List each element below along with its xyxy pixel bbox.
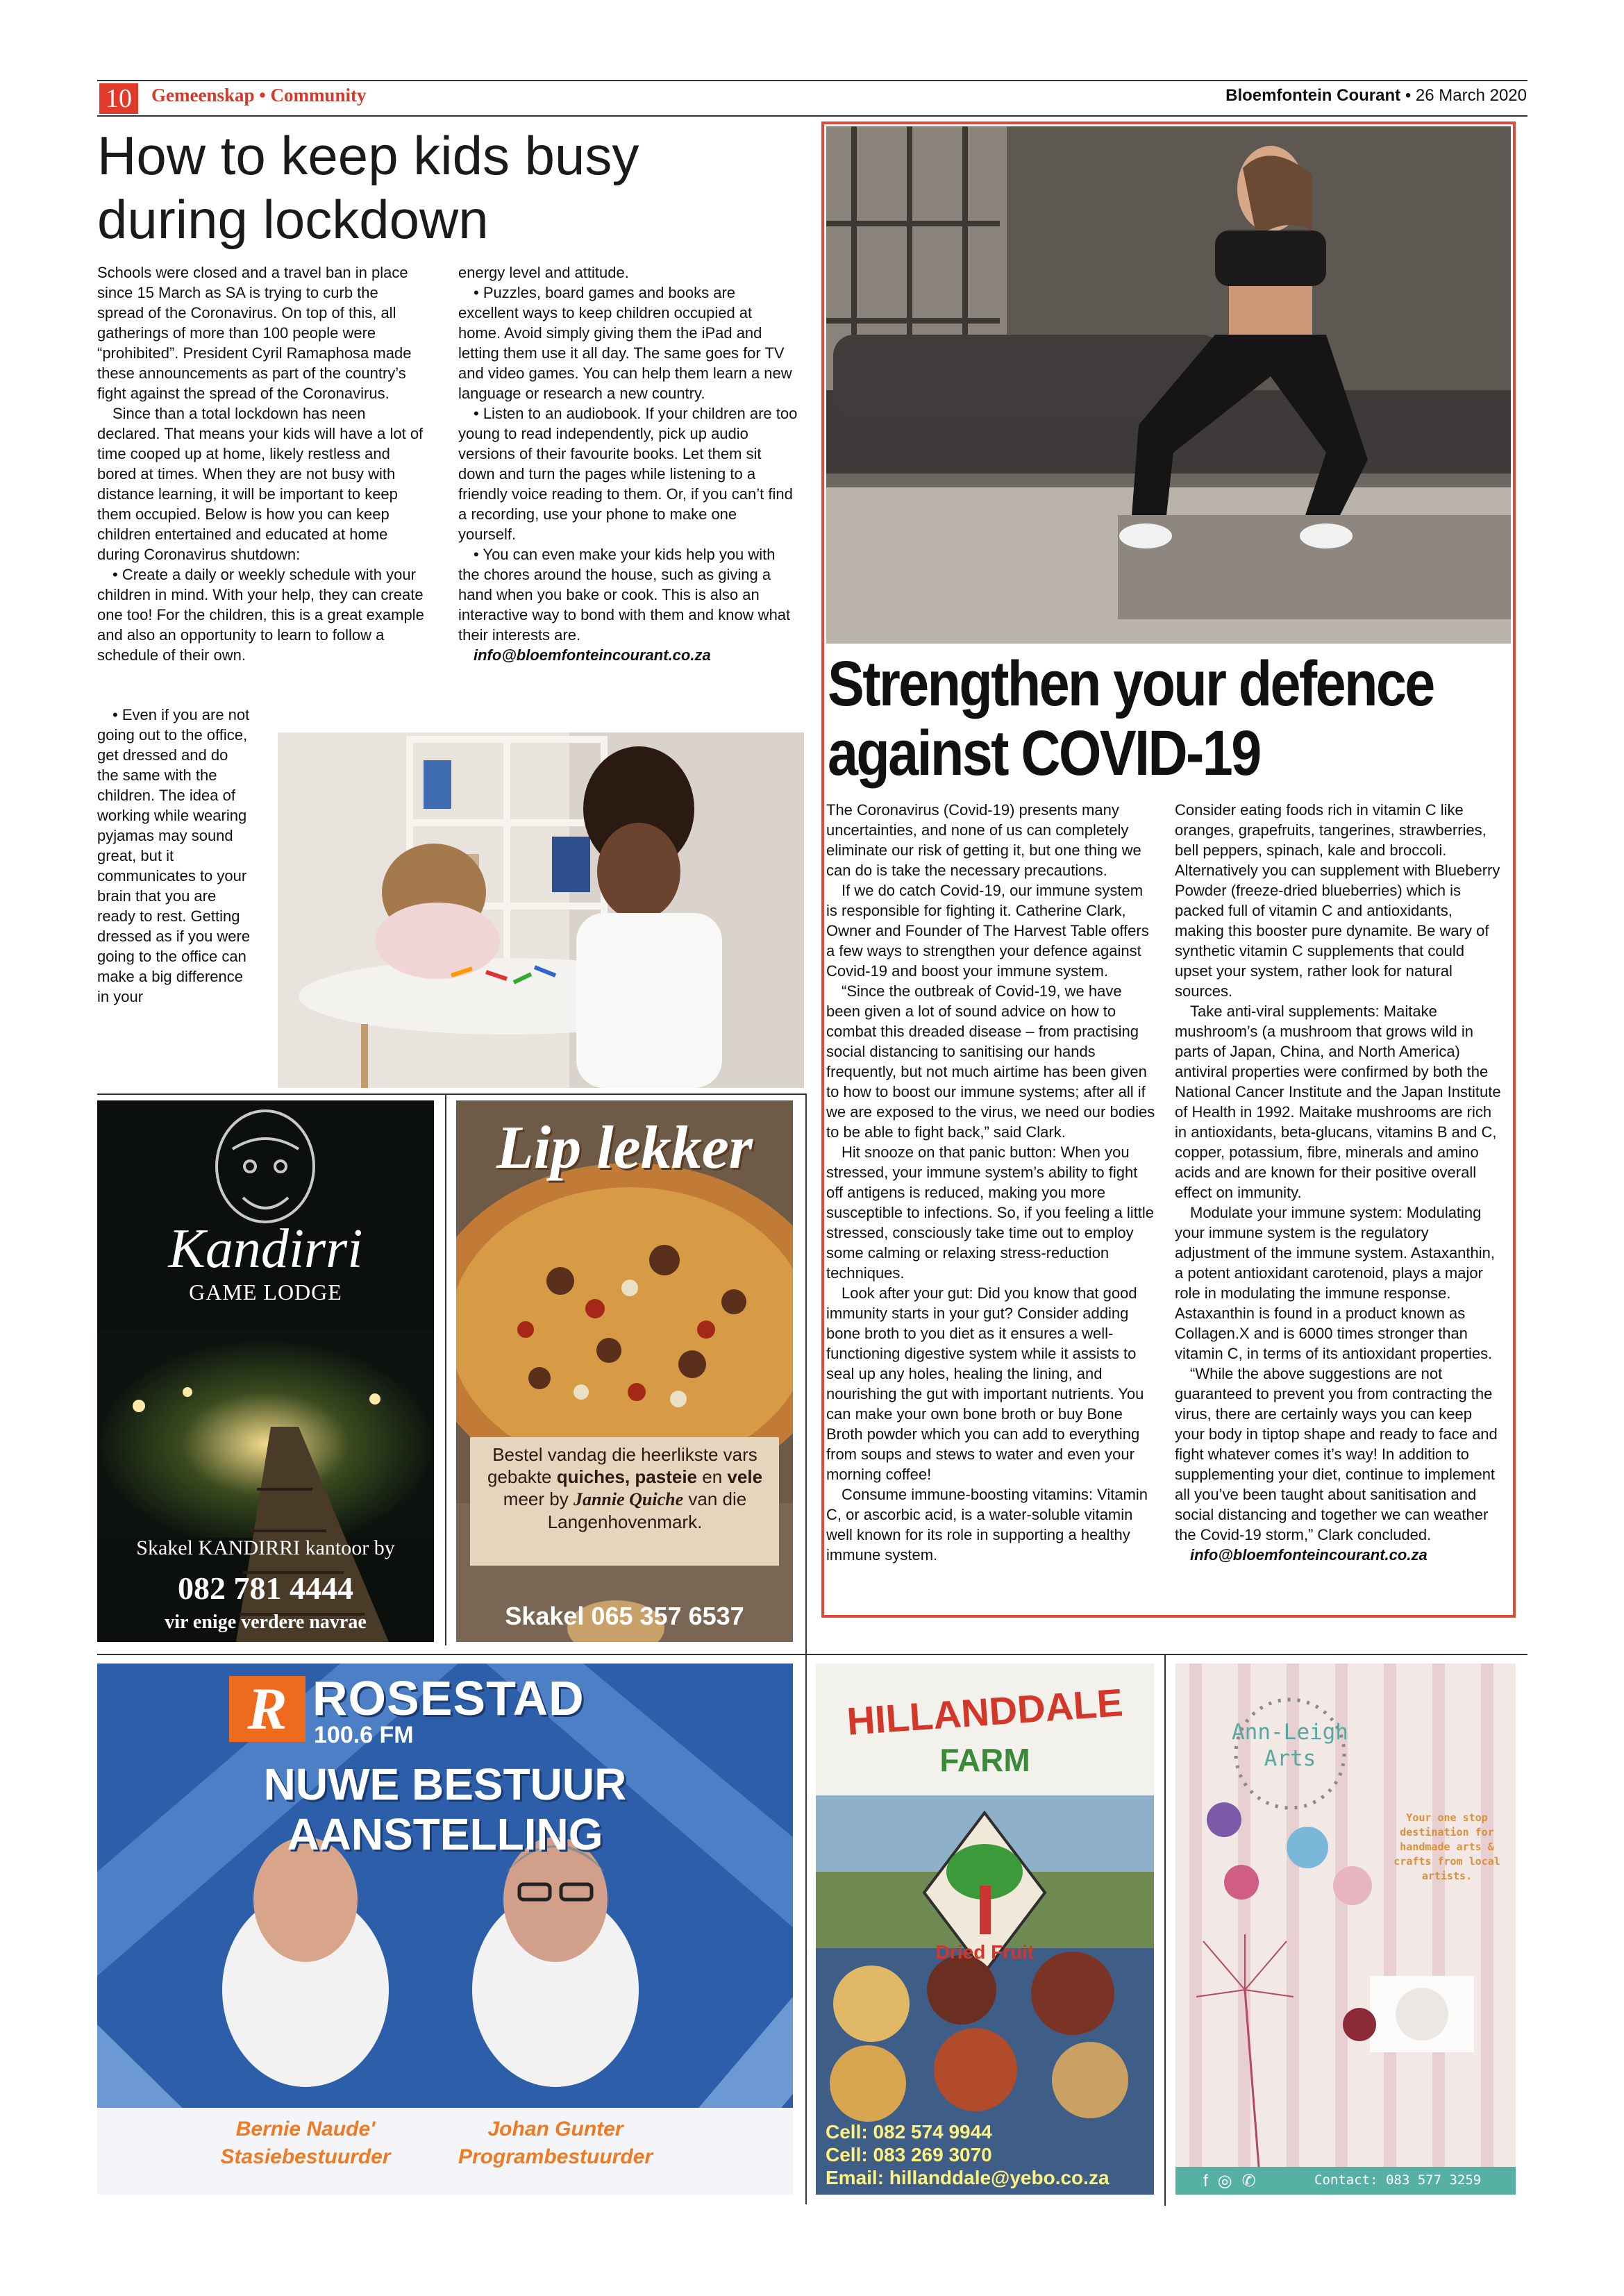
covid-paragraph: Consume immune-boosting vitamins: Vitamin C, or ascorbic acid, is a water-soluble vitamin well known for its role in supporting a healthy immune system.	[826, 1486, 1148, 1564]
lip-text-bold1: quiches, pasteie	[556, 1466, 698, 1487]
kandirri-subtitle: GAME LODGE	[189, 1280, 342, 1305]
hillanddale-subtitle: FARM	[939, 1742, 1030, 1778]
lip-lekker-title: Lip lekker	[496, 1114, 753, 1182]
kids-paragraph: • Create a daily or weekly schedule with your children in mind. With your help, they can create one too! For the children, this is a great example and also an opportunity to learn to follow a schedule of their own.	[97, 566, 424, 664]
publication-separator: •	[1405, 86, 1412, 105]
header-top-rule	[97, 80, 1527, 81]
covid-paragraph: The Coronavirus (Covid-19) presents many uncertainties, and none of us can completely eliminate our risk of getting it, but one thing we can do is take the necessary precautions.	[826, 801, 1141, 879]
kids-paragraph: energy level and attitude.	[458, 264, 629, 281]
kids-paragraph: • Even if you are not going out to the office, get dressed and do the same with the children. The idea of working while wearing pyjamas may sound great, but it communicates to your brain that you are ready to rest. Getting dressed as if you were going to the office can make a big difference in your	[97, 706, 251, 1005]
divider-rule	[445, 1093, 446, 1645]
rosestad-advert	[97, 1664, 793, 2195]
covid-article-title	[828, 648, 1434, 789]
covid-paragraph: “Since the outbreak of Covid-19, we have been given a lot of sound advice on how to combat this dreaded disease – from practising social distancing to sanitising our hands frequently, but not much airtime has been given to how to boost our immune systems; after all if we are exposed to the virus, we need our bodies to be able to fight back,” said Clark.	[826, 982, 1155, 1141]
lip-lekker-text	[476, 1443, 774, 1533]
kids-paragraph: • You can even make your kids help you with the chores around the house, such as giving a hand when you bake or cook. This is also an interactive way to bond with them and know what their interests are.	[458, 546, 791, 644]
hillanddale-cell-1: Cell: 082 574 9944	[826, 2121, 992, 2143]
lip-text-part2: en	[702, 1466, 723, 1487]
ann-leigh-arts-advert	[1175, 1664, 1516, 2195]
issue-date: 26 March 2020	[1415, 86, 1527, 105]
covid-paragraph: Hit snooze on that panic button: When you stressed, your immune system’s ability to fight off antigens is reduced, making you more susceptible to infections. So, if you feeling a little stressed, consciously take time out to employ some calming or relaxing stress-reduction techniques.	[826, 1143, 1155, 1282]
kandirri-call-line: Skakel KANDIRRI kantoor by	[136, 1536, 395, 1559]
kids-title-line1: How to keep kids busy	[97, 125, 639, 186]
hillanddale-advert	[816, 1664, 1154, 2195]
section-label: Gemeenskap • Community	[151, 85, 367, 106]
ann-leigh-name-line2: Arts	[1264, 1746, 1316, 1771]
rosestad-person1-name: Bernie Naude'	[235, 2118, 376, 2140]
lip-text-part3: meer by	[503, 1489, 569, 1509]
rosestad-person2-name: Johan Gunter	[487, 2118, 623, 2140]
kids-article-email: info@bloemfonteincourant.co.za	[474, 646, 711, 664]
publication-name: Bloemfontein Courant	[1225, 86, 1401, 105]
rosestad-logo-icon: R	[229, 1676, 305, 1742]
rosestad-frequency: 100.6 FM	[314, 1722, 414, 1748]
covid-article-column-1	[826, 800, 1157, 1565]
header-bottom-rule	[97, 115, 1527, 117]
covid-paragraph: Modulate your immune system: Modulating your immune system is the regulatory adjustment of the immune system. Astaxanthin, a potent antioxidant carotenoid, plays a major role in modulating the immune response. Astaxanthin is found in a product known as Collagen.X and is 6000 times stronger than vitamin C, in terms of its antioxidant properties.	[1175, 1204, 1496, 1362]
divider-rule	[1164, 1654, 1166, 2206]
hillanddale-contacts	[826, 2120, 1152, 2189]
covid-paragraph: Look after your gut: Did you know that good immunity starts in your gut? Consider adding bone broth to you diet as it ensures a well-functioning digestive system while it assists to seal up any holes, healing the lining, and nourishing the gut with important nutrients. You can make your own bone broth or buy Bone Broth powder which you can add to everything from soups and stews to water and even your morning coffee!	[826, 1284, 1144, 1483]
rosestad-person1-role: Stasiebestuurder	[220, 2145, 391, 2168]
kandirri-enquiries: vir enige verdere navrae	[165, 1611, 367, 1633]
rosestad-person2-role: Programbestuurder	[458, 2145, 653, 2168]
kids-paragraph: • Listen to an audiobook. If your children are too young to read independently, pick up audio versions of their favourite books. Let them sit down and turn the pages while listening to a friendly voice reading to them. Or, if you can’t find a recording, use your phone to make one yourself.	[458, 405, 798, 543]
lip-text-bold2: vele	[727, 1466, 763, 1487]
lip-lekker-advert	[456, 1100, 793, 1642]
kandirri-lodge-photo	[97, 1100, 434, 1642]
ann-leigh-tagline: Your one stop destination for handmade arts & crafts from local artists.	[1393, 1811, 1500, 1882]
kandirri-name: Kandirri	[168, 1218, 363, 1280]
kids-article-title	[97, 124, 792, 251]
social-icons	[1203, 2171, 1280, 2191]
kids-article-column-1	[97, 262, 429, 665]
exercise-woman-photo	[826, 126, 1511, 644]
kids-drawing-photo	[278, 732, 804, 1088]
covid-article-column-2	[1175, 800, 1505, 1565]
kids-article-column-1-narrow	[97, 705, 253, 1007]
kids-paragraph: Schools were closed and a travel ban in place since 15 March as SA is trying to curb the spread of the Coronavirus. On top of this, all gatherings of more than 100 people were “prohibited”. President Cyril Ramaphosa made these announcements as part of the country’s fight against the spread of the Coronavirus.	[97, 264, 412, 402]
rosestad-background	[97, 1664, 793, 2195]
kids-article-column-2	[458, 262, 798, 665]
rosestad-headline-1: NUWE BESTUUR	[263, 1759, 627, 1809]
ann-leigh-contact: Contact: 083 577 3259	[1314, 2172, 1482, 2188]
kandirri-phone: 082 781 4444	[178, 1570, 353, 1606]
covid-paragraph: If we do catch Covid-19, our immune system is responsible for fighting it. Catherine Clark, Owner and Founder of The Harvest Table offers a few ways to strengthen your defence against Covid-19 and boost your immune system.	[826, 882, 1149, 980]
divider-rule	[97, 1093, 805, 1095]
covid-paragraph: “While the above suggestions are not guaranteed to prevent you from contracting the virus, there are certainly ways you can keep your body in tiptop shape and ready to face and fight whatever comes it’s way! In addition to supplementing your diet, continue to implement all you’ve been taught about sanitisation and social distancing and together we can weather the Covid-19 storm,” Clark concluded.	[1175, 1365, 1498, 1543]
ann-leigh-name	[1175, 1719, 1405, 1772]
ann-leigh-name-line1: Ann-Leigh	[1232, 1720, 1348, 1745]
lip-text-part4: van die Langenhovenmark.	[547, 1489, 747, 1532]
rosestad-name: ROSESTAD	[312, 1671, 585, 1725]
hillanddale-tag: Dried Fruit	[935, 1941, 1035, 1963]
rosestad-headline-2: AANSTELLING	[287, 1809, 603, 1859]
covid-title-line2: against COVID-19	[828, 718, 1260, 789]
covid-article-email: info@bloemfonteincourant.co.za	[1190, 1546, 1428, 1564]
facebook-icon[interactable]: f	[1203, 2172, 1218, 2190]
covid-title-line1: Strengthen your defence	[828, 648, 1434, 719]
kids-title-line2: during lockdown	[97, 189, 489, 250]
kids-paragraph: • Puzzles, board games and books are excellent ways to keep children occupied at home. Avoid simply giving them the iPad and letting them use it all day. The same goes for TV and video games. You can help them learn a new language or research a new country.	[458, 284, 792, 402]
lip-lekker-phone: Skakel 065 357 6537	[505, 1602, 744, 1630]
covid-paragraph: Take anti-viral supplements: Maitake mushroom’s (a mushroom that grows wild in parts of Japan, China, and North America) antiviral properties were confirmed by both the National Cancer Institute and the Japan Institute of Health in 1992. Maitake mushrooms are rich in antioxidants, beta-glucans, vitamins B and C, copper, potassium, fibre, minerals and amino acids and are known for their positive overall effect on immunity.	[1175, 1003, 1501, 1201]
covid-paragraph: Consider eating foods rich in vitamin C like oranges, grapefruits, tangerines, strawberries, bell peppers, spinach, kale and broccoli. Alternatively you can supplement with Blueberry Powder (freeze-dried blueberries) which is packed full of vitamin C and antioxidants, making this booster pure dynamite. Be wary of synthetic vitamin C supplements that could upset your system, rather look for natural sources.	[1175, 801, 1500, 1000]
page-number: 10	[99, 83, 138, 114]
hillanddale-name: HILLANDDALE	[845, 1680, 1125, 1743]
hillanddale-cell-2: Cell: 083 269 3070	[826, 2144, 992, 2165]
lip-text-part1: Bestel vandag die heerlikste vars gebakte	[487, 1444, 757, 1487]
lip-brand: Jannie Quiche	[573, 1489, 684, 1509]
kandirri-advert	[97, 1100, 434, 1642]
hillanddale-email: Email: hillanddale@yebo.co.za	[826, 2167, 1110, 2188]
divider-rule	[805, 1093, 807, 2204]
instagram-icon[interactable]: ◎	[1217, 2172, 1242, 2190]
divider-rule	[97, 1654, 1527, 1655]
kids-paragraph: Since than a total lockdown has neen declared. That means your kids will have a lot of time cooped up at home, likely restless and bored at times. When they are not busy with distance learning, it will be important to keep them occupied. Below is how you can keep children entertained and educated at home during Coronavirus shutdown:	[97, 405, 424, 563]
publication-line	[1225, 86, 1527, 106]
whatsapp-icon[interactable]: ✆	[1241, 2172, 1266, 2190]
